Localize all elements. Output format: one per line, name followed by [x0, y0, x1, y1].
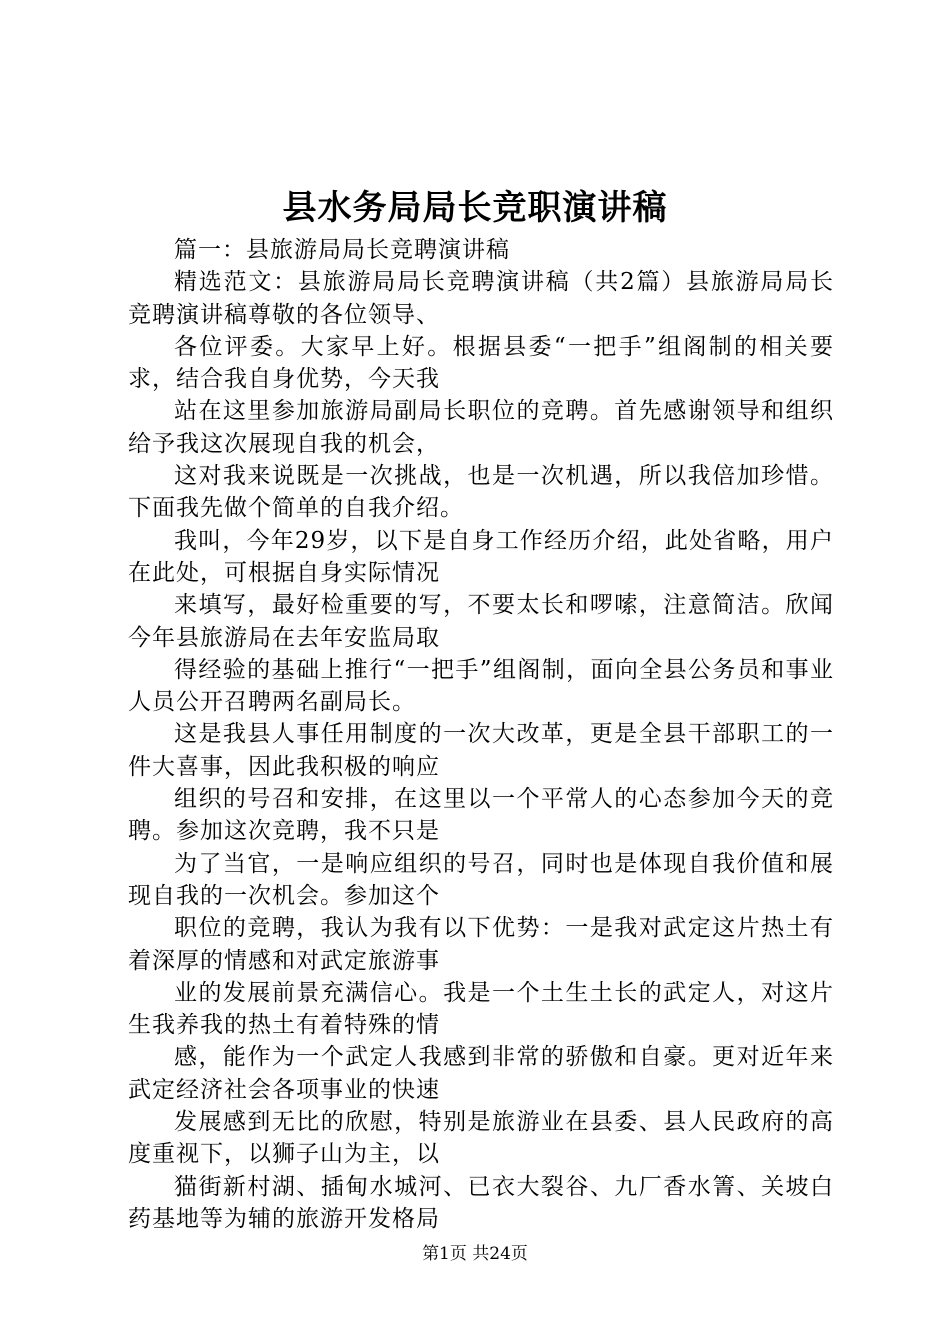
- paragraph: 得经验的基础上推行“一把手”组阁制，面向全县公务员和事业人员公开召聘两名副局长。: [128, 656, 834, 716]
- paragraph: 发展感到无比的欣慰，特别是旅游业在县委、县人民政府的高度重视下，以狮子山为主，以: [128, 1109, 834, 1168]
- paragraph: 组织的号召和安排，在这里以一个平常人的心态参加今天的竞聘。参加这次竞聘，我不只是: [128, 786, 834, 845]
- paragraph: 感，能作为一个武定人我感到非常的骄傲和自豪。更对近年来武定经济社会各项事业的快速: [128, 1044, 834, 1103]
- paragraph: 职位的竞聘，我认为我有以下优势：一是我对武定这片热土有着深厚的情感和对武定旅游事: [128, 915, 834, 974]
- paragraph: 各位评委。大家早上好。根据县委“一把手”组阁制的相关要求，结合我自身优势，今天我: [128, 333, 834, 393]
- paragraph: 站在这里参加旅游局副局长职位的竞聘。首先感谢领导和组织给予我这次展现自我的机会，: [128, 398, 834, 457]
- paragraph: 篇一：县旅游局局长竞聘演讲稿: [174, 237, 510, 263]
- paragraph: 精选范文：县旅游局局长竞聘演讲稿（共2篇）县旅游局局长竞聘演讲稿尊敬的各位领导、: [128, 269, 834, 328]
- paragraph: 猫街新村湖、插甸水城河、已衣大裂谷、九厂香水箐、关坡白药基地等为辅的旅游开发格局: [128, 1173, 834, 1232]
- paragraph: 我叫，今年29岁，以下是自身工作经历介绍，此处省略，用户在此处，可根据自身实际情况: [128, 527, 834, 586]
- paragraph: 业的发展前景充满信心。我是一个土生土长的武定人，对这片生我养我的热土有着特殊的情: [128, 979, 834, 1039]
- paragraph: 为了当官，一是响应组织的号召，同时也是体现自我价值和展现自我的一次机会。参加这个: [128, 850, 834, 909]
- page-footer: 第1页 共24页: [422, 1244, 528, 1264]
- document-body: [128, 234, 834, 1235]
- document-title: 县水务局局长竞职演讲稿: [282, 188, 668, 228]
- paragraph: 这对我来说既是一次挑战，也是一次机遇，所以我倍加珍惜。下面我先做个简单的自我介绍。: [128, 463, 834, 522]
- paragraph: 来填写，最好检重要的写，不要太长和啰嗦，注意简洁。欣闻今年县旅游局在去年安监局取: [128, 592, 834, 651]
- paragraph: 这是我县人事任用制度的一次大改革，更是全县干部职工的一件大喜事，因此我积极的响应: [128, 721, 834, 780]
